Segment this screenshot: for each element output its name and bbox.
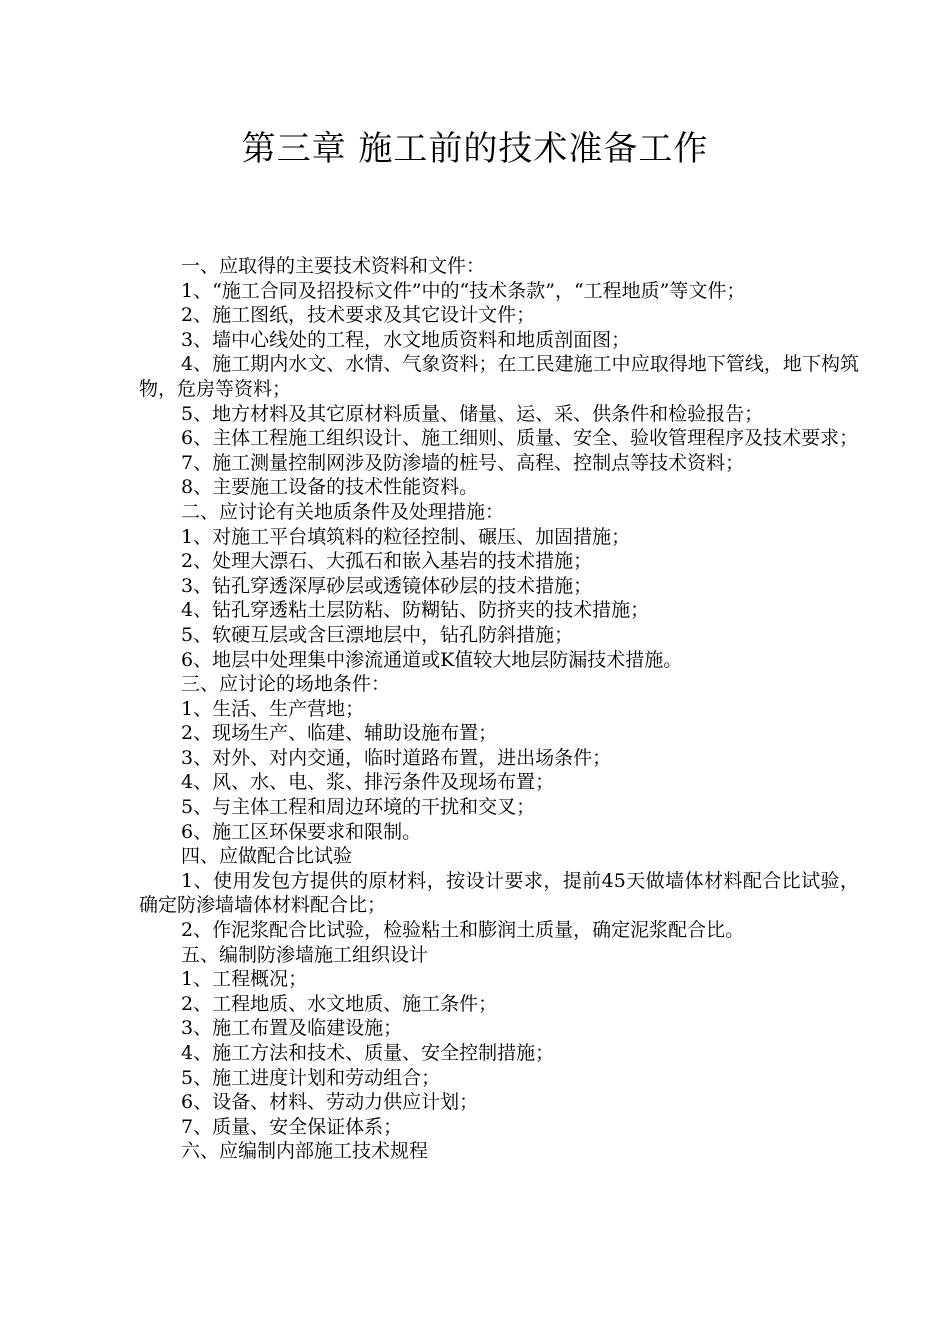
list-item: 3、施工布置及临建设施； [181, 1017, 403, 1040]
list-item: 4、风、水、电、浆、排污条件及现场布置； [181, 771, 555, 794]
list-item: 6、主体工程施工组织设计、施工细则、质量、安全、验收管理程序及技术要求； [181, 427, 859, 450]
section-heading-5: 五、编制防渗墙施工组织设计 [181, 943, 429, 966]
list-item: 1、生活、生产营地； [181, 697, 365, 720]
list-item: 4、钻孔穿透粘土层防粘、防糊钻、防挤夹的技术措施； [181, 599, 650, 622]
list-item: 2、作泥浆配合比试验，检验粘土和膨润土质量，确定泥浆配合比。 [181, 919, 745, 942]
section-heading-4: 四、应做配合比试验 [181, 845, 353, 868]
section-heading-1: 一、应取得的主要技术资料和文件： [181, 255, 486, 277]
list-item: 6、设备、材料、劳动力供应计划； [181, 1091, 479, 1114]
list-item: 2、现场生产、临建、辅助设施布置； [181, 722, 498, 745]
list-item: 6、地层中处理集中渗流通道或K值较大地层防漏技术措施。 [181, 648, 683, 671]
list-item: 3、钻孔穿透深厚砂层或透镜体砂层的技术措施； [181, 574, 593, 597]
section-heading-2: 二、应讨论有关地质条件及处理措施： [181, 500, 505, 523]
list-item: 1、“施工合同及招投标文件”中的“技术条款”，“工程地质”等文件； [181, 279, 746, 302]
chapter-title: 第三章 施工前的技术准备工作 [241, 129, 709, 169]
section-heading-6: 六、应编制内部施工技术规程 [181, 1140, 429, 1163]
list-item: 7、施工测量控制网涉及防渗墙的桩号、高程、控制点等技术资料； [181, 451, 745, 474]
list-item: 1、对施工平台填筑料的粒径控制、碾压、加固措施； [181, 525, 631, 548]
list-item: 3、对外、对内交通，临时道路布置，进出场条件； [181, 746, 612, 769]
list-item: 2、施工图纸，技术要求及其它设计文件； [181, 304, 536, 327]
list-item: 5、施工进度计划和劳动组合； [181, 1066, 441, 1089]
list-item: 1、使用发包方提供的原材料，按设计要求，提前45天做墙体材料配合比试验，确定防渗墙墙体材料配合比； [139, 869, 859, 917]
list-item: 1、工程概况； [181, 968, 308, 991]
document-body [139, 254, 859, 1164]
list-item: 4、施工方法和技术、质量、安全控制措施； [181, 1042, 555, 1064]
list-item: 2、处理大漂石、大孤石和嵌入基岩的技术措施； [181, 550, 593, 573]
list-item: 7、质量、安全保证体系； [181, 1115, 403, 1138]
list-item: 2、工程地质、水文地质、施工条件； [181, 992, 498, 1015]
list-item: 5、软硬互层或含巨漂地层中，钻孔防斜措施； [181, 623, 574, 646]
list-item: 6、施工区环保要求和限制。 [181, 820, 422, 843]
list-item: 8、主要施工设备的技术性能资料。 [181, 476, 479, 499]
list-item: 3、墙中心线处的工程，水文地质资料和地质剖面图； [181, 328, 631, 351]
list-item: 5、与主体工程和周边环境的干扰和交叉； [181, 796, 536, 819]
list-item: 4、施工期内水文、水情、气象资料；在工民建施工中应取得地下管线，地下构筑物，危房等资料； [139, 353, 859, 400]
section-heading-3: 三、应讨论的场地条件： [181, 673, 391, 696]
list-item: 5、地方材料及其它原材料质量、储量、运、采、供条件和检验报告； [181, 402, 764, 425]
